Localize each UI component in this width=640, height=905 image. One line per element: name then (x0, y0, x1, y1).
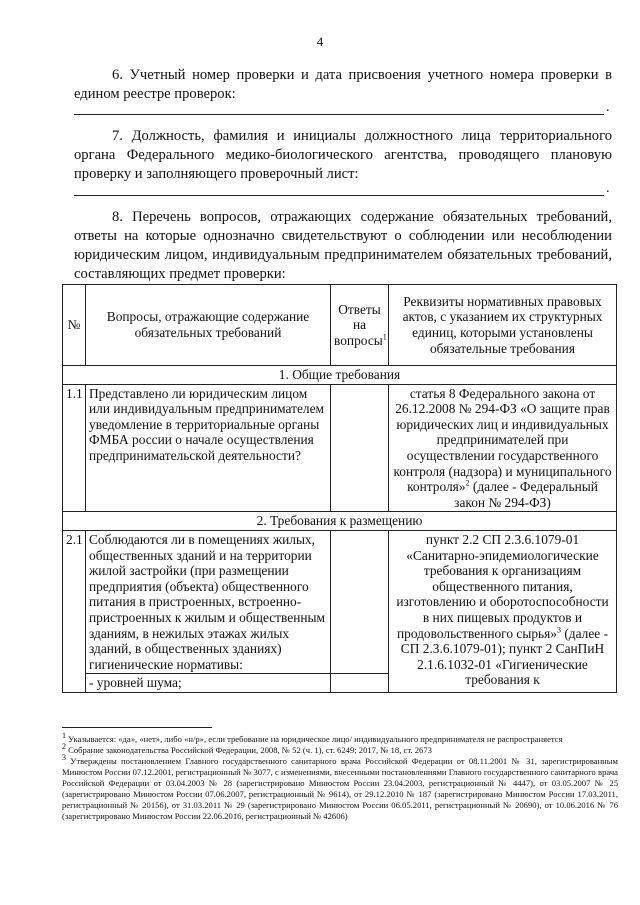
table-header-row (63, 285, 617, 366)
header-answers (331, 285, 389, 366)
requisite-tail: (далее - СП 2.3.6.1079-01); пункт 2 СанПиН 2.1.6.1032-01 «Гигиенические требования к (400, 625, 609, 688)
answer-cell[interactable] (331, 530, 389, 673)
footnote-2 (62, 742, 618, 756)
sub-question-cell: - уровней шума; (86, 674, 331, 693)
footnote-3 (62, 753, 618, 822)
requisite-cell (389, 530, 617, 692)
requisite-tail: (далее - Федеральный закон № 294-ФЗ) (454, 479, 598, 510)
table-row-2-1 (63, 530, 617, 673)
requisite-text: статья 8 Федерального закона от 26.12.2008 № 294-ФЗ «О защите прав юридических лиц и индивидуальных предпринимателей при осуществлении государственного контроля (надзора) и муниципального контроля» (393, 385, 612, 495)
footnote-divider (62, 727, 212, 728)
line-end-dot: . (606, 181, 610, 196)
header-questions: Вопросы, отражающие содержание обязательных требований (86, 285, 331, 366)
paragraph-7 (74, 127, 612, 184)
footnote-mark: 1 (62, 731, 66, 741)
checklist-table (62, 284, 617, 693)
paragraph-8-text: 8. Перечень вопросов, отражающих содержание обязательных требований, ответы на которые однозначно свидетельствуют о соблюдении или несоблюдении юридическим лицом, индивидуальным предпринимателем обязательных требований, составляющих предмет проверки: (74, 209, 612, 282)
row-number: 1.1 (63, 384, 86, 512)
page-number: 4 (316, 34, 324, 49)
footnote-1 (62, 731, 618, 745)
question-cell: Соблюдаются ли в помещениях жилых, общественных зданий и на территории жилой застройки (при размещении предприятия (объекта) общественного питания в пристроенных, встроенно-пристроенных к жилым и общественным зданиям, в нежилых этажах жилых зданий, в общественных зданиях) гигиенические нормативы: (86, 530, 331, 673)
footnote-text: Утверждены постановлением Главного государственного санитарного врача Российской Федерации от 08.11.2001 № 31, зарегистрированным Минюстом России 07.12.2001, регистрационный № 3077, с изменениями, внесенными постановлениями Главного государственного санитарного врача Российской Федерации от 03.04.2003 № 28 (зарегистрировано Минюстом России 23.04.2003, регистрационный № 4447), от 03.05.2007 № 25 (зарегистрировано Минюстом России 07.06.2007, регистрационный № 9614), от 29.12.2010 № 187 (зарегистрировано Минюстом России 17.03.2011, регистрационный № 20156), от 31.03.2011 № 29 (зарегистрировано Минюстом России 06.05.2011, регистрационный № 20690), от 10.06.2016 № 76 (зарегистрировано Минюстом России 22.06.2016, регистрационный № 42606) (62, 756, 618, 821)
paragraph-8 (74, 208, 612, 284)
header-requisites: Реквизиты нормативных правовых актов, с указанием их структурных единиц, которыми установлены обязательные требования (389, 285, 617, 366)
section-title-2: 2. Требования к размещению (63, 512, 617, 531)
paragraph-6-text: 6. Учетный номер проверки и дата присвоения учетного номера проверки в едином реестре проверок: (74, 67, 612, 102)
footnote-ref-2: 2 (465, 478, 470, 488)
paragraph-7-text: 7. Должность, фамилия и инициалы должностного лица территориального органа Федерального медико-биологического агентства, проводящего плановую проверку и заполняющего проверочный лист: (74, 128, 612, 182)
footnote-text: Указывается: «да», «нет», либо «н/р», если требование на юридическое лицо/ индивидуального предпринимателя не распространяется (68, 734, 563, 744)
footnote-mark: 3 (62, 753, 66, 763)
footnotes (62, 731, 618, 822)
line-end-dot: . (606, 100, 610, 115)
header-num: № (63, 285, 86, 366)
footnote-ref-3: 3 (556, 625, 561, 635)
fill-line-7 (74, 195, 604, 196)
section-title-1: 1. Общие требования (63, 366, 617, 385)
section-row-1 (63, 366, 617, 385)
paragraph-6 (74, 66, 612, 104)
answer-cell[interactable] (331, 384, 389, 512)
answer-cell[interactable] (331, 674, 389, 693)
fill-line-6 (74, 114, 604, 115)
header-answers-text: Ответы на вопросы (334, 301, 383, 348)
row-number: 2.1 (63, 530, 86, 692)
question-cell: Представлено ли юридическим лицом или индивидуальным предпринимателем уведомление в территориальные органы ФМБА россии о начале осуществления предпринимательской деятельности? (86, 384, 331, 512)
requisite-text: пункт 2.2 СП 2.3.6.1079-01 «Санитарно-эпидемиологические требования к организациям общественного питания, изготовлению и оборотоспособности в них пищевых продуктов и продовольственного сырья» (396, 531, 609, 641)
section-row-2 (63, 512, 617, 531)
requisite-cell (389, 384, 617, 512)
footnote-mark: 2 (62, 742, 66, 752)
footnote-text: Собрание законодательства Российской Федерации, 2008, № 52 (ч. 1), ст. 6249; 2017, № 18, ст. 2673 (68, 745, 432, 755)
table-row-1-1 (63, 384, 617, 512)
footnote-ref-1: 1 (382, 332, 387, 342)
